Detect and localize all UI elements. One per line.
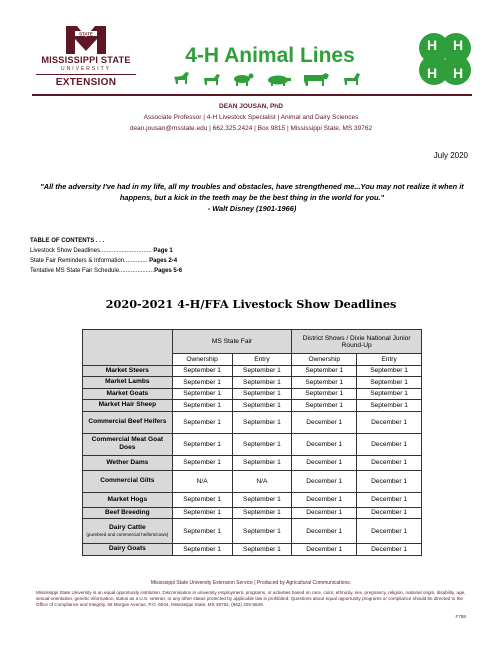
table-cell: December 1 [357,519,422,544]
clover-letter-2: H [452,37,464,53]
msu-extension-logo[interactable] [30,26,142,90]
clover-letter-4: H [452,65,464,81]
toc-item-label: Livestock Show Deadlines [30,248,101,254]
table-cell: September 1 [172,519,232,544]
table-row [83,519,422,544]
table-cell: September 1 [292,377,357,389]
row-label-note: (purebred and commercial heifers/cows) [86,532,169,537]
clover-letter-3: H [426,65,438,81]
subheader-entry: Entry [357,354,422,366]
table-cell: December 1 [357,470,422,492]
toc-item[interactable] [30,266,182,276]
author-contact[interactable]: dean.jousan@msstate.edu | 662.325.2424 | Box 9815 | Mississippi State, MS 39762 [129,125,373,132]
livestock-silhouettes [172,70,372,88]
quote-block [34,181,470,214]
header-district-shows: District Shows / Dixie National Junior Round-Up [292,330,422,354]
author-block [0,101,502,134]
table-cell: September 1 [232,433,292,455]
table-cell: September 1 [172,365,232,377]
table-row [83,411,422,433]
page-title: 2020-2021 4-H/FFA Livestock Show Deadlines [105,297,397,311]
subheader-ownership: Ownership [172,354,232,366]
table-row [83,400,422,412]
table-cell: September 1 [357,388,422,400]
table-row [83,492,422,507]
toc-item-label: State Fair Reminders & Information [30,258,125,264]
table-cell: December 1 [357,492,422,507]
pig-icon [268,76,291,87]
table-cell: September 1 [172,492,232,507]
table-of-contents [30,236,182,276]
table-cell: December 1 [292,519,357,544]
author-name: DEAN JOUSAN, PhD [219,103,283,110]
table-cell: September 1 [172,455,232,470]
table-row [83,388,422,400]
row-label: Market Lambs [83,377,173,389]
row-label-main: Dairy Cattle [109,524,146,531]
row-label: Commercial Gilts [83,470,173,492]
table-cell: September 1 [232,455,292,470]
row-label: Market Hair Sheep [83,400,173,412]
table-cell: September 1 [232,377,292,389]
quote-attribution: - Walt Disney (1901-1966) [207,204,297,213]
table-cell: December 1 [292,492,357,507]
msu-university: UNIVERSITY [60,66,111,72]
horse-icon [174,72,189,84]
row-label: Dairy Goats [83,544,173,556]
table-cell: December 1 [357,411,422,433]
header [0,0,502,100]
table-row [83,470,422,492]
table-cell: December 1 [292,433,357,455]
row-label: Market Goats [83,388,173,400]
row-label: Wether Dams [83,455,173,470]
newsletter-title: 4-H Animal Lines [185,44,355,67]
header-ms-state-fair: MS State Fair [172,330,292,354]
table-cell: September 1 [172,377,232,389]
table-cell: September 1 [172,400,232,412]
msu-m-logo-icon [66,26,106,54]
toc-item-page: Pages 5-6 [154,268,183,274]
footer-credit: Mississippi State University Extension Service | Produced by Agricultural Communications. [150,580,352,586]
table-row [83,455,422,470]
4h-clover-icon[interactable] [412,26,478,92]
footer-disclaimer: Mississippi State University is an equal opportunity institution. Discrimination in university employment, programs, or activities based on race, color, ethnicity, sex, pregnancy, religion, national origin, disability, age, sexual orientation, genetic information, status as a U.S. veteran, or any other status protected by applicable law is prohibited. Questions about equal opportunity programs or compliance should be directed to the Office of Compliance and Integrity, 56 Morgan Avenue, P.O. 6044, Mississippi State, MS 39762, (662) 325-5839. [36,590,466,607]
author-role: Associate Professor | 4-H Livestock Specialist | Animal and Dairy Sciences [143,114,359,121]
toc-dots: .............. [124,258,148,264]
table-cell: September 1 [357,377,422,389]
table-cell: N/A [172,470,232,492]
table-cell: September 1 [232,544,292,556]
row-label [83,519,173,544]
table-cell: September 1 [172,507,232,519]
row-label: Market Hogs [83,492,173,507]
clover-letter-1: H [426,37,438,53]
table-cell: September 1 [232,507,292,519]
table-cell: December 1 [292,411,357,433]
toc-dots: ............................... [100,248,152,254]
table-cell: September 1 [357,365,422,377]
logo-divider [36,74,136,75]
row-label: Commercial Beef Heifers [83,411,173,433]
table-cell: September 1 [172,544,232,556]
issue-date: July 2020 [433,151,468,160]
table-cell: N/A [232,470,292,492]
subheader-entry: Entry [232,354,292,366]
table-cell: September 1 [232,365,292,377]
table-cell: September 1 [172,433,232,455]
table-cell: September 1 [232,388,292,400]
table-row [83,544,422,556]
msu-extension: EXTENSION [55,77,117,88]
msu-crest-text: STATE [79,31,93,37]
table-row [83,433,422,455]
table-cell: September 1 [232,411,292,433]
table-row [83,365,422,377]
table-cell: December 1 [292,470,357,492]
table-cell: December 1 [292,455,357,470]
goat-icon-2 [344,73,360,85]
table-cell: December 1 [357,507,422,519]
msu-name: MISSISSIPPI STATE [41,55,131,65]
toc-title: TABLE OF CONTENTS . . . [30,238,105,244]
quote-text: "All the adversity I've had in my life, all my troubles and obstacles, have strengthened me...You may not realize it when it happens, but a kick in the teeth may be the best thing in the world for you." [40,182,464,202]
table-cell: December 1 [292,544,357,556]
footer [36,580,466,619]
table-cell: September 1 [292,365,357,377]
cow-icon [304,73,329,86]
toc-item-page: Page 1 [153,248,173,254]
sheep-icon [234,74,254,87]
publication-code: F758 [455,614,466,619]
deadlines-table [82,329,422,556]
table-cell: December 1 [357,455,422,470]
table-cell: September 1 [292,400,357,412]
toc-item-page: Pages 2-4 [149,258,178,264]
table-cell: December 1 [357,544,422,556]
row-label: Beef Breeding [83,507,173,519]
row-label: Commercial Meat Goat Does [83,433,173,455]
table-cell: September 1 [172,411,232,433]
table-cell: September 1 [292,388,357,400]
toc-item[interactable] [30,256,182,266]
table-cell: September 1 [172,388,232,400]
table-cell: December 1 [292,507,357,519]
toc-item-label: Tentative MS State Fair Schedule [30,268,120,274]
table-cell: September 1 [357,400,422,412]
subheader-ownership: Ownership [292,354,357,366]
table-cell: December 1 [357,433,422,455]
table-row [83,507,422,519]
table-corner [83,330,173,366]
table-cell: September 1 [232,492,292,507]
table-cell: September 1 [232,400,292,412]
table-cell: September 1 [232,519,292,544]
row-label: Market Steers [83,365,173,377]
header-rule [32,94,472,96]
toc-item[interactable] [30,246,182,256]
table-row [83,377,422,389]
toc-dots: ..................... [119,268,155,274]
goat-icon [204,74,220,85]
